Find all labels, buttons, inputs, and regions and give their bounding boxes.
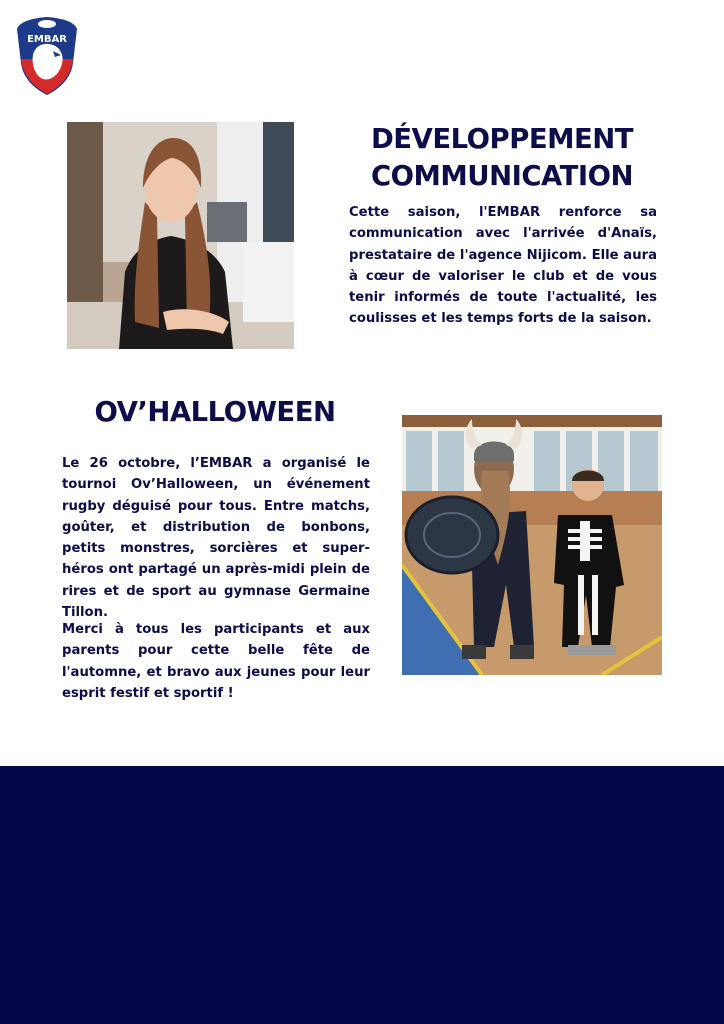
development-title [340,121,664,195]
halloween-thanks: Merci à tous les participants et aux parents pour cette belle fête de l'automne, et bravo aux jeunes pour leur esprit festif et sportif ! [62,622,370,701]
halloween-body: Le 26 octobre, l’EMBAR a organisé le tournoi Ov’Halloween, un événement rugby déguisé pour tous. Entre matchs, goûter, et distribution de bonbons, petits monstres, sorcières et super-héros ont partagé un après-midi plein de rires et de sport au gymnase Germaine Tillon. [62,456,370,621]
halloween-photo [402,415,662,675]
footer-band [0,766,724,1024]
development-title-line2: COMMUNICATION [370,160,634,192]
development-title-line1: DÉVELOPPEMENT [370,123,634,155]
embar-logo [15,15,79,97]
halloween-title: OV’HALLOWEEN [94,396,336,428]
logo-text: EMBAR [27,34,67,45]
development-body: Cette saison, l'EMBAR renforce sa communication avec l'arrivée d'Anaïs, prestataire de l'agence Nijicom. Elle aura à cœur de valoriser le club et de vous tenir informés de toute l'actualité, les coulisses et les temps forts de la saison. [349,205,657,327]
anais-photo [67,122,294,349]
